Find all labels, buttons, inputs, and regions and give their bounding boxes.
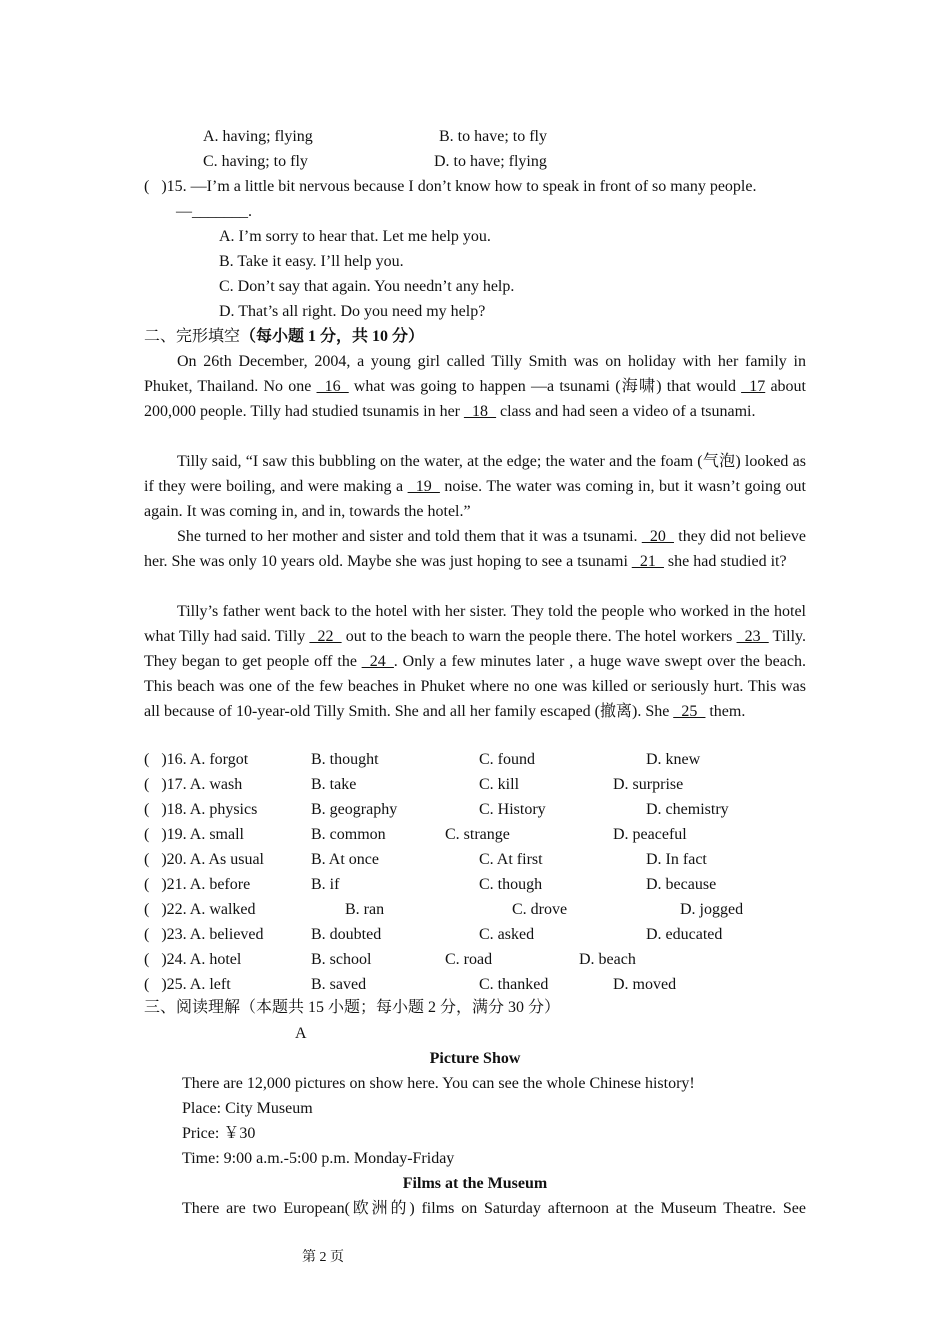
p3-text-3: she had studied it? xyxy=(663,553,787,570)
blank-25: _25_ xyxy=(673,703,706,720)
q15-option-b: B. Take it easy. I’ll help you. xyxy=(219,253,404,270)
q24-c: C. road xyxy=(445,951,493,968)
q20-b: B. At once xyxy=(311,851,379,868)
blank-19: _19_ xyxy=(407,478,440,495)
films-title: Films at the Museum xyxy=(402,1175,548,1192)
reading-part-label: A xyxy=(295,1025,307,1042)
q18-b: B. geography xyxy=(311,801,398,818)
q18-d: D. chemistry xyxy=(646,801,729,818)
p4-text-1: Tilly’s father went back to the hotel with her sister. They told the people who worked in the hotel what Tilly had said. Tilly xyxy=(144,603,806,645)
q20-a: ( )20. A. As usual xyxy=(144,851,264,868)
blank-21: _21_ xyxy=(631,553,664,570)
q23-a: ( )23. A. believed xyxy=(144,926,264,943)
blank-24: _24_ xyxy=(361,653,394,670)
q22-c: C. drove xyxy=(512,901,568,918)
picture-show-description: There are 12,000 pictures on show here. You can see the whole Chinese history! xyxy=(182,1075,695,1092)
q23-d: D. educated xyxy=(646,926,723,943)
q25-c: C. thanked xyxy=(479,976,549,993)
blank-20: _20_ xyxy=(641,528,674,545)
q22-a: ( )22. A. walked xyxy=(144,901,256,918)
section2-heading-score: （每小题 1 分，共 10 分） xyxy=(240,328,425,345)
q15-option-c: C. Don’t say that again. You needn’t any help. xyxy=(219,278,515,295)
q15-option-a: A. I’m sorry to hear that. Let me help you. xyxy=(219,228,491,245)
p3-text-2: they did not believe her. She was only 10 years old. Maybe she was just hoping to see a tsunami xyxy=(144,528,806,570)
p1-text-4: class and had seen a video of a tsunami. xyxy=(496,403,756,420)
q21-b: B. if xyxy=(311,876,340,893)
cloze-paragraph-2 xyxy=(144,449,806,524)
q24-b: B. school xyxy=(311,951,372,968)
p1-text-2: what was going to happen —a tsunami (海啸) that would xyxy=(348,378,742,395)
q16-d: D. knew xyxy=(646,751,701,768)
q17-d: D. surprise xyxy=(613,776,684,793)
q19-c: C. strange xyxy=(445,826,510,843)
p2-text-2: noise. The water was coming in, but it wasn’t going out again. It was coming in, and in, towards the hotel.” xyxy=(144,478,806,520)
q19-b: B. common xyxy=(311,826,386,843)
q22-d: D. jogged xyxy=(680,901,744,918)
q19-a: ( )19. A. small xyxy=(144,826,244,843)
section3-heading: 三、阅读理解（本题共 15 小题；每小题 2 分，满分 30 分） xyxy=(144,999,561,1016)
cloze-paragraph-3 xyxy=(144,524,806,574)
p4-text-3: Tilly. They began to get people off the xyxy=(144,628,806,670)
q23-c: C. asked xyxy=(479,926,535,943)
blank-16: _16_ xyxy=(316,378,349,395)
q25-b: B. saved xyxy=(311,976,367,993)
picture-show-title: Picture Show xyxy=(429,1050,521,1067)
p4-text-2: out to the beach to warn the people there. The hotel workers xyxy=(341,628,737,645)
q21-d: D. because xyxy=(646,876,717,893)
blank-17: _17 xyxy=(741,378,766,395)
films-description: There are two European(欧洲的) films on Saturday afternoon at the Museum Theatre. See xyxy=(182,1200,806,1217)
q21-a: ( )21. A. before xyxy=(144,876,251,893)
q18-c: C. History xyxy=(479,801,546,818)
section2-heading xyxy=(144,327,424,347)
p4-text-4: . Only a few minutes later , a huge wave swept over the beach. This beach was one of the few beaches in Phuket where no one was killed or seriously hurt. This was all because of 10-year-old Tilly Smith. She and all her family escaped (撤离). She xyxy=(144,653,806,720)
picture-show-price: Price: ￥30 xyxy=(182,1125,256,1142)
q17-c: C. kill xyxy=(479,776,520,793)
q14-option-a: A. having; flying xyxy=(203,128,313,145)
q16-c: C. found xyxy=(479,751,535,768)
q25-a: ( )25. A. left xyxy=(144,976,231,993)
p1-text-1: On 26th December, 2004, a young girl called Tilly Smith was on holiday with her family in Phuket, Thailand. No one xyxy=(144,353,806,395)
q20-c: C. At first xyxy=(479,851,543,868)
q15-option-d: D. That’s all right. Do you need my help? xyxy=(219,303,486,320)
blank-18: _18_ xyxy=(464,403,496,420)
p1-text-3: about 200,000 people. Tilly had studied tsunamis in her xyxy=(144,378,806,420)
q16-a: ( )16. A. forgot xyxy=(144,751,249,768)
picture-show-place: Place: City Museum xyxy=(182,1100,313,1117)
q14-option-d: D. to have; flying xyxy=(434,153,547,170)
picture-show-time: Time: 9:00 a.m.-5:00 p.m. Monday-Friday xyxy=(182,1150,455,1167)
blank-23: _23_ xyxy=(736,628,769,645)
q17-a: ( )17. A. wash xyxy=(144,776,243,793)
q24-a: ( )24. A. hotel xyxy=(144,951,242,968)
cloze-paragraph-1 xyxy=(144,349,806,424)
cloze-paragraph-4 xyxy=(144,599,806,724)
q25-d: D. moved xyxy=(613,976,677,993)
q23-b: B. doubted xyxy=(311,926,382,943)
q14-option-c: C. having; to fly xyxy=(203,153,308,170)
section2-heading-text: 二、完形填空 xyxy=(144,328,241,345)
q19-d: D. peaceful xyxy=(613,826,687,843)
page-number: 第 2 页 xyxy=(302,1250,344,1265)
p3-text-1: She turned to her mother and sister and told them that it was a tsunami. xyxy=(177,528,642,545)
q15-reply: —_______. xyxy=(176,203,252,220)
q24-d: D. beach xyxy=(579,951,636,968)
q20-d: D. In fact xyxy=(646,851,707,868)
blank-22: _22_ xyxy=(309,628,342,645)
p2-text-1: Tilly said, “I saw this bubbling on the water, at the edge; the water and the foam (气泡) looked as if they were boiling, and were making a xyxy=(144,453,806,495)
p4-text-5: them. xyxy=(705,703,746,720)
q22-b: B. ran xyxy=(345,901,385,918)
q17-b: B. take xyxy=(311,776,357,793)
q21-c: C. though xyxy=(479,876,543,893)
q16-b: B. thought xyxy=(311,751,379,768)
q15-stem: ( )15. —I’m a little bit nervous because I don’t know how to speak in front of so many people. xyxy=(144,178,757,195)
q14-option-b: B. to have; to fly xyxy=(439,128,547,145)
q18-a: ( )18. A. physics xyxy=(144,801,258,818)
